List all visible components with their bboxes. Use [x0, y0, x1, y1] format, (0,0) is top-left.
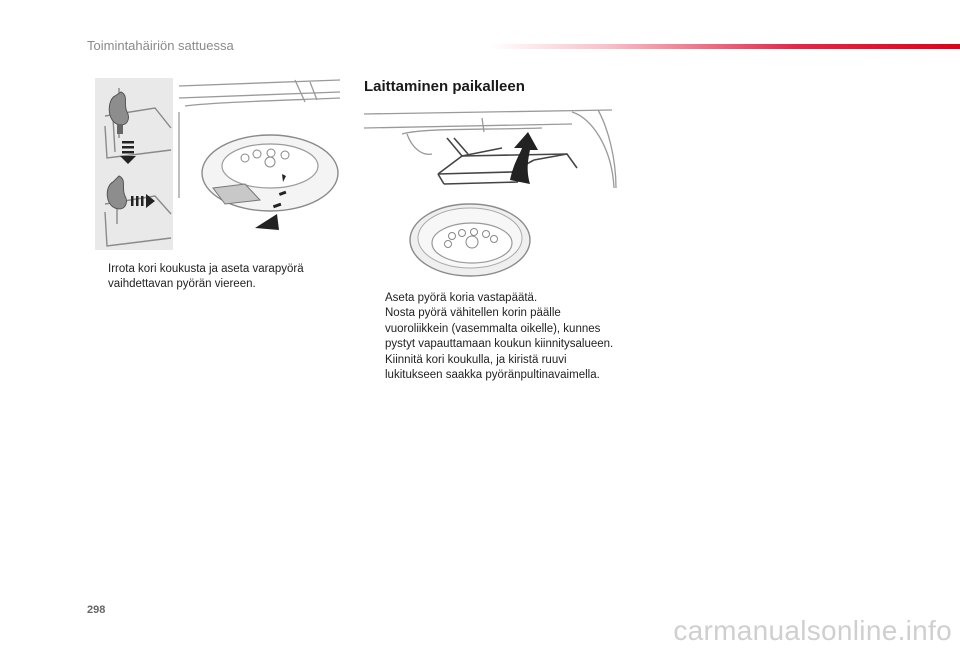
- header-accent-bar: [490, 44, 960, 49]
- illustration-remove-spare-wheel: [95, 78, 343, 250]
- watermark: carmanualsonline.info: [673, 615, 952, 646]
- list-item: [87, 262, 327, 293]
- left-instruction-list: [87, 262, 327, 293]
- step-text: Nosta pyörä vähitellen korin päälle vuoroliikkein (vasemmalta oikelle), kunnes pystyt vapauttamaan koukun kiinnitysalueen.: [385, 307, 614, 351]
- list-item: [364, 306, 624, 352]
- list-item: [364, 353, 624, 384]
- step-text: Aseta pyörä koria vastapäätä.: [385, 292, 538, 304]
- step-text: Kiinnitä kori koukulla, ja kiristä ruuvi lukitukseen saakka pyöränpultinavaimella.: [385, 353, 600, 382]
- step-text: Irrota kori koukusta ja aseta varapyörä vaihdettavan pyörän viereen.: [108, 263, 304, 291]
- right-instruction-list: [364, 291, 624, 383]
- list-item: [364, 291, 624, 306]
- page-number: 298: [87, 604, 106, 616]
- section-title: Toimintahäiriön sattuessa: [87, 38, 234, 53]
- illustration-install-spare-wheel: [362, 108, 618, 280]
- section-heading: Laittaminen paikalleen: [364, 78, 525, 95]
